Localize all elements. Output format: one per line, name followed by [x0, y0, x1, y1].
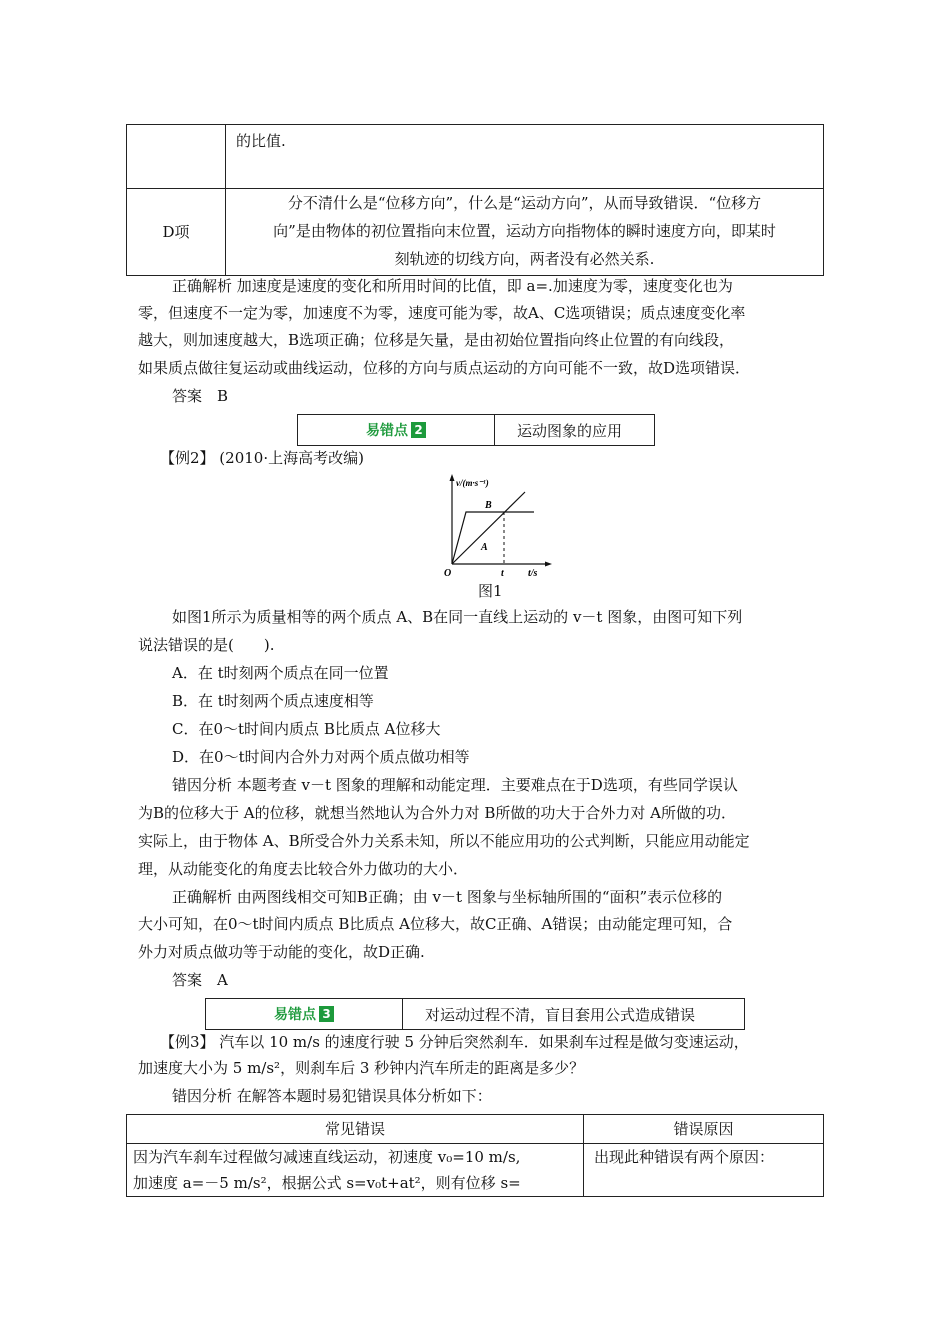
table1-row2-line: 分不清什么是“位移方向”，什么是“运动方向”，从而导致错误．“位移方	[287, 194, 762, 212]
table1-row2-label: D项	[127, 189, 226, 276]
vt-graph	[430, 472, 560, 590]
table2-cell-left	[127, 1144, 584, 1197]
correct-analysis-line: 外力对质点做功等于动能的变化，故D正确.	[138, 943, 425, 961]
answer-2: 答案 A	[172, 971, 228, 989]
para1-line: 零，但速度不一定为零，加速度不为零，速度可能为零，故A、C选项错误；质点速度变化率	[138, 304, 746, 322]
table1-row2-text	[226, 189, 824, 276]
x-axis-label: t/s	[528, 568, 538, 579]
error-point-banner-2	[297, 414, 655, 446]
example2-question-line: 说法错误的是( ).	[138, 636, 275, 654]
t-tick-label: t	[501, 568, 504, 579]
error-point-tag-text: 易错点	[366, 423, 408, 439]
para1-line: 如果质点做往复运动或曲线运动，位移的方向与质点运动的方向可能不一致，故D选项错误．	[138, 359, 751, 377]
example3-line: 【例3】 汽车以 10 m/s 的速度行驶 5 分钟后突然刹车．如果刹车过程是做匀变速运动，	[160, 1033, 749, 1051]
origin-label: O	[444, 568, 452, 579]
table1-row1-label	[127, 125, 226, 189]
table1-row2-line: 刻轨迹的切线方向，两者没有必然关系.	[394, 250, 655, 268]
y-axis-label: v/(m·s⁻¹)	[456, 478, 489, 488]
error-point-tag	[298, 415, 495, 445]
y-axis-arrow	[450, 474, 455, 481]
error-analysis-line: 理，从动能变化的角度去比较合外力做功的大小．	[138, 860, 469, 878]
error3-intro: 错因分析 在解答本题时易犯错误具体分析如下：	[172, 1087, 492, 1105]
para1-line: 越大，则加速度越大，B选项正确；位移是矢量，是由初始位置指向终止位置的有向线段，	[138, 331, 735, 349]
option-b: B．在 t时刻两个质点速度相等	[172, 692, 374, 710]
error-analysis-line: 为B的位移大于 A的位移，就想当然地认为合外力对 B所做的功大于合外力对 A所做的功．	[138, 804, 737, 822]
error-point-title: 运动图象的应用	[517, 421, 623, 440]
x-axis-arrow	[545, 562, 552, 567]
error-analysis-line: 错因分析 本题考查 v－t 图象的理解和动能定理．主要难点在于D选项，有些同学误认	[172, 776, 738, 794]
table2-header-left: 常见错误	[127, 1115, 584, 1144]
error-point-tag	[206, 999, 403, 1029]
table1-row2-line: 向”是由物体的初位置指向末位置，运动方向指物体的瞬时速度方向，即某时	[273, 222, 776, 240]
correct-analysis-line: 大小可知，在0～t时间内质点 B比质点 A位移大，故C正确、A错误；由动能定理可知，合	[138, 915, 733, 933]
answer-1: 答案 B	[172, 387, 229, 405]
error-analysis-table	[126, 124, 824, 276]
error-point-number: 2	[411, 422, 426, 438]
error-point-number: 3	[319, 1006, 334, 1022]
example2-question-line: 如图1所示为质量相等的两个质点 A、B在同一直线上运动的 v－t 图象，由图可知下列	[172, 608, 743, 626]
table2-header-right: 错误原因	[584, 1115, 824, 1144]
error-analysis-line: 实际上，由于物体 A、B所受合外力关系未知，所以不能应用功的公式判断，只能应用动能定	[138, 832, 750, 850]
correct-analysis-line: 正确解析 由两图线相交可知B正确；由 v－t 图象与坐标轴所围的“面积”表示位移的	[172, 888, 723, 906]
example2-header: 【例2】 (2010·上海高考改编)	[160, 449, 364, 467]
para1-line: 正确解析 加速度是速度的变化和所用时间的比值，即 a=.加速度为零，速度变化也为	[172, 277, 733, 295]
figure-caption: 图1	[478, 582, 503, 600]
error-point-tag-text: 易错点	[274, 1007, 316, 1023]
line-b	[452, 512, 534, 564]
table2-cell-left-line: 因为汽车刹车过程做匀减速直线运动，初速度 v₀=10 m/s,	[133, 1148, 521, 1166]
error-point-banner-3	[205, 998, 745, 1030]
label-b: B	[485, 500, 492, 511]
example3-line: 加速度大小为 5 m/s²，则刹车后 3 秒钟内汽车所走的距离是多少？	[138, 1059, 585, 1077]
common-errors-table	[126, 1114, 824, 1197]
label-a: A	[481, 542, 488, 553]
table2-cell-left-line: 加速度 a=－5 m/s²，根据公式 s=v₀t+at²，则有位移 s=	[133, 1174, 521, 1192]
error-point-title: 对运动过程不清，盲目套用公式造成错误	[425, 1005, 696, 1024]
option-a: A．在 t时刻两个质点在同一位置	[172, 664, 389, 682]
table2-cell-right: 出现此种错误有两个原因：	[584, 1144, 824, 1197]
option-d: D．在0～t时间内合外力对两个质点做功相等	[172, 748, 470, 766]
option-c: C．在0～t时间内质点 B比质点 A位移大	[172, 720, 441, 738]
table1-row1-text: 的比值.	[226, 125, 824, 189]
